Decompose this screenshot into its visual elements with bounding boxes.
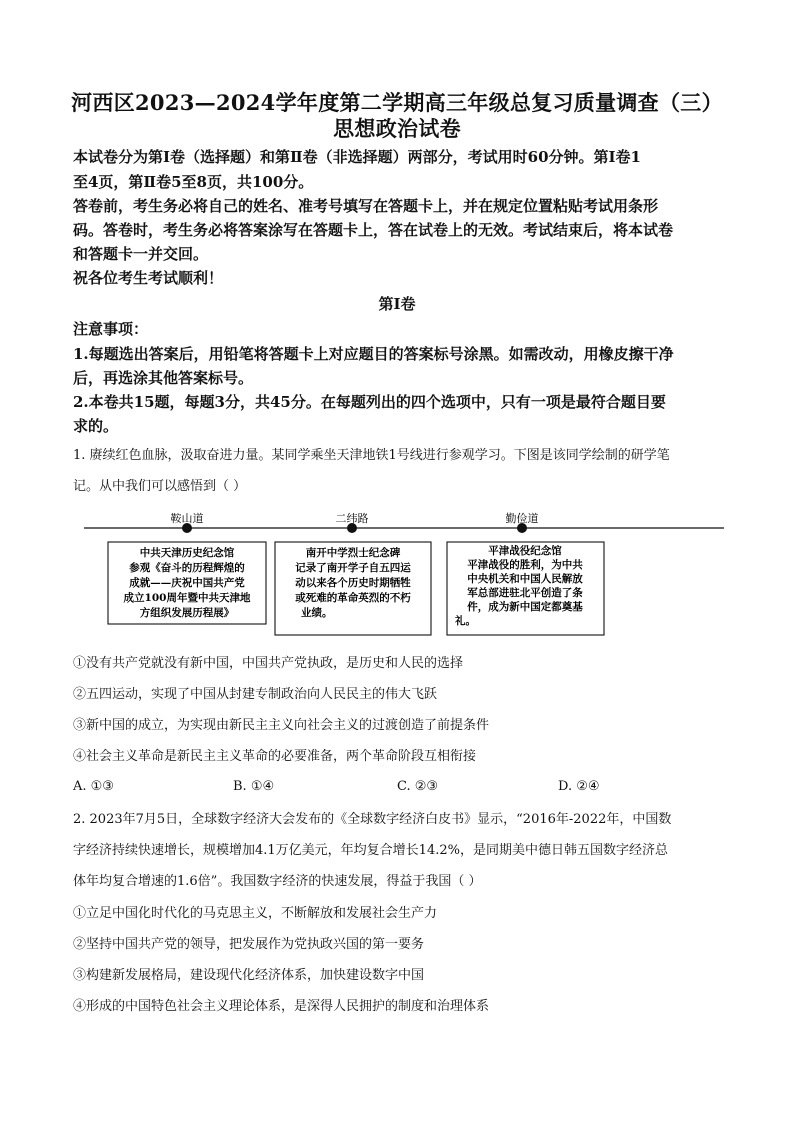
station-note-line: 军总部进驻北平创造了条	[467, 587, 583, 599]
q1-stem: 记。从中我们可以感悟到（ ）	[73, 479, 247, 494]
station-note-line: 中央机关和中国人民解放	[467, 573, 583, 585]
q1-statement: ③新中国的成立，为实现由新民主主义向社会主义的过渡创造了前提条件	[73, 718, 490, 733]
station-note-line: 礼。	[455, 615, 476, 627]
exam-title: 河西区2023—2024学年度第二学期高三年级总复习质量调查（三）	[71, 90, 723, 115]
q1-statement: ①没有共产党就没有新中国，中国共产党执政，是历史和人民的选择	[73, 656, 464, 671]
intro-line: 答卷前，考生务必将自己的姓名、准考号填写在答题卡上，并在规定位置粘贴考试用条形	[73, 197, 659, 215]
q2-statement: ②坚持中国共产党的领导，把发展作为党执政兴国的第一要务	[73, 937, 425, 952]
station-note-line: 平津战役纪念馆	[488, 545, 562, 557]
station-note-line: 参观《奋斗的历程辉煌的	[129, 562, 245, 574]
metro-line-diagram	[84, 508, 724, 638]
station-note-line: 或死难的革命英烈的不朽	[295, 592, 411, 604]
q1-statement: ②五四运动，实现了中国从封建专制政治向人民民主的伟大飞跃	[73, 687, 438, 702]
q2-stem: 体年均复合增速的1.6倍”。我国数字经济的快速发展，得益于我国（ ）	[73, 874, 482, 889]
q2-statement: ①立足中国化时代化的马克思主义，不断解放和发展社会生产力	[73, 906, 438, 921]
station-note-line: 中共天津历史纪念馆	[139, 547, 235, 559]
q2-statement: ④形成的中国特色社会主义理论体系，是深得人民拥护的制度和治理体系	[73, 999, 490, 1014]
notice-line: 求的。	[73, 417, 119, 435]
q2-statement: ③构建新发展格局，建设现代化经济体系，加快建设数字中国	[73, 968, 425, 983]
q1-choice-b[interactable]: B. ①④	[233, 779, 275, 794]
station-note-line: 平津战役的胜利，为中共	[467, 559, 583, 571]
q1-stem: 1. 赓续红色血脉，汲取奋进力量。某同学乘坐天津地铁1号线进行参观学习。下图是该同学绘制的研学笔	[73, 448, 670, 463]
station-note-line: 业绩。	[301, 607, 333, 619]
q1-choice-a[interactable]: A. ①③	[73, 779, 114, 794]
notice-heading: 注意事项：	[73, 320, 149, 338]
station-note-line: 成就——庆祝中国共产党	[129, 577, 245, 589]
station-note-line: 动以来各个历史时期牺牲	[295, 577, 411, 589]
q2-stem: 2. 2023年7月5日，全球数字经济大会发布的《全球数字经济白皮书》显示，“2016年-2022年，中国数	[73, 812, 672, 827]
q1-choice-d[interactable]: D. ②④	[558, 779, 600, 794]
intro-line: 和答题卡一并交回。	[73, 245, 209, 263]
exam-subject-title: 思想政治试卷	[333, 116, 461, 141]
station-note-line: 方组织发展历程展》	[139, 607, 235, 619]
notice-line: 1.每题选出答案后，用铅笔将答题卡上对应题目的答案标号涂黑。如需改动，用橡皮擦干净	[73, 345, 674, 363]
q1-choice-c[interactable]: C. ②③	[397, 779, 439, 794]
intro-line: 本试卷分为第Ⅰ卷（选择题）和第Ⅱ卷（非选择题）两部分，考试用时60分钟。第Ⅰ卷1	[73, 148, 641, 166]
station-note-line: 件，成为新中国定都奠基	[467, 601, 583, 613]
station-note-line: 南开中学烈士纪念碑	[305, 547, 401, 559]
station-name: 鞍山道	[170, 512, 204, 525]
notice-line: 后，再选涂其他答案标号。	[73, 369, 254, 387]
q2-stem: 字经济持续快速增长，规模增加4.1万亿美元，年均复合增长14.2%，是同期美中德日韩五国数字经济总	[73, 843, 668, 858]
station-note-line: 成立100周年暨中共天津地	[123, 592, 251, 604]
station-name: 勤俭道	[505, 512, 539, 525]
intro-line: 码。答卷时，考生务必将答案涂写在答题卡上，答在试卷上的无效。考试结束后，将本试卷	[73, 221, 674, 239]
q1-statement: ④社会主义革命是新民主主义革命的必要准备，两个革命阶段互相衔接	[73, 749, 477, 764]
intro-wishes: 祝各位考生考试顺利！	[73, 269, 224, 287]
section-title: 第Ⅰ卷	[378, 295, 416, 313]
notice-line: 2.本卷共15题，每题3分，共45分。在每题列出的四个选项中，只有一项是最符合题目要	[73, 393, 666, 411]
station-note-line: 记录了南开学子自五四运	[295, 562, 411, 574]
intro-line: 至4页，第Ⅱ卷5至8页，共100分。	[73, 173, 314, 191]
station-name: 二纬路	[335, 512, 369, 525]
